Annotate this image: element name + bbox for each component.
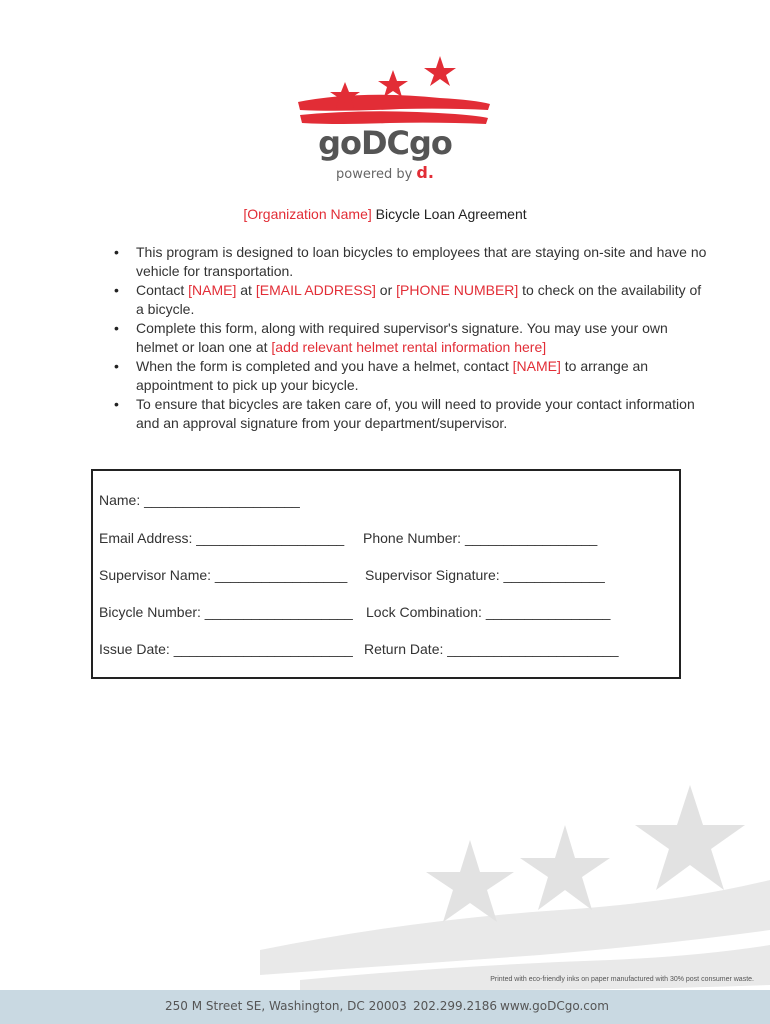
- title-org-placeholder: [Organization Name]: [243, 206, 372, 222]
- bullet-text: to check on the availability of a bicycle.: [136, 282, 702, 317]
- placeholder-name: [NAME]: [188, 282, 237, 298]
- list-item: [108, 319, 708, 357]
- footer-phone: 202.299.2186: [413, 999, 497, 1013]
- phone-field[interactable]: Phone Number: _________________: [363, 530, 598, 546]
- list-item: [108, 281, 708, 319]
- powered-by-text: powered by: [336, 167, 413, 182]
- footer-website[interactable]: www.goDCgo.com: [500, 999, 609, 1013]
- bullet-text: Contact: [136, 282, 189, 298]
- footer-address: 250 M Street SE, Washington, DC 20003: [165, 999, 407, 1013]
- powered-mark: d.: [416, 163, 434, 182]
- star-icon: [424, 56, 456, 86]
- bullet-text: to arrange an appointment to pick up your bicycle.: [136, 358, 649, 393]
- watermark-stars-graphic: [260, 770, 770, 990]
- bullet-text: This program is designed to loan bicycles to employees that are staying on-site and have no vehicle for transportation.: [136, 244, 707, 279]
- star-icon: [520, 825, 610, 910]
- star-icon: [635, 785, 745, 890]
- email-field[interactable]: Email Address: ___________________: [99, 530, 345, 546]
- list-item: [108, 243, 708, 281]
- powered-by: [0, 163, 770, 182]
- placeholder-email: [EMAIL ADDRESS]: [255, 282, 376, 298]
- return-date-field[interactable]: Return Date: ______________________: [364, 641, 619, 657]
- issue-date-field[interactable]: Issue Date: _______________________: [99, 641, 353, 657]
- logo-stripes: [298, 95, 490, 124]
- lock-combination-field[interactable]: Lock Combination: ________________: [366, 604, 611, 620]
- bullet-text: at: [236, 282, 256, 298]
- star-icon: [378, 70, 408, 97]
- bullet-text: or: [375, 282, 397, 298]
- placeholder-phone: [PHONE NUMBER]: [396, 282, 519, 298]
- list-item: [108, 357, 708, 395]
- bullet-text: When the form is completed and you have a helmet, contact: [136, 358, 513, 374]
- page-title: [0, 206, 770, 222]
- supervisor-name-field[interactable]: Supervisor Name: _________________: [99, 567, 348, 583]
- eco-note: Printed with eco-friendly inks on paper manufactured with 30% post consumer waste.: [490, 976, 754, 983]
- placeholder-helmet: [add relevant helmet rental information here]: [271, 339, 547, 355]
- placeholder-name: [NAME]: [512, 358, 561, 374]
- bullet-text: To ensure that bicycles are taken care of, you will need to provide your contact information and an approval signature from your department/supervisor.: [136, 396, 695, 431]
- supervisor-signature-field[interactable]: Supervisor Signature: _____________: [365, 567, 605, 583]
- bicycle-number-field[interactable]: Bicycle Number: ___________________: [99, 604, 353, 620]
- title-text: Bicycle Loan Agreement: [371, 206, 527, 222]
- star-icon: [426, 840, 514, 922]
- list-item: [108, 395, 708, 433]
- name-field[interactable]: Name: ____________________: [99, 492, 300, 508]
- instructions-list: [108, 243, 708, 433]
- loan-form-box: [91, 469, 681, 679]
- brand-name: goDCgo: [318, 124, 452, 162]
- bullet-text: Complete this form, along with required supervisor's signature. You may use your own helmet or loan one at: [136, 320, 668, 355]
